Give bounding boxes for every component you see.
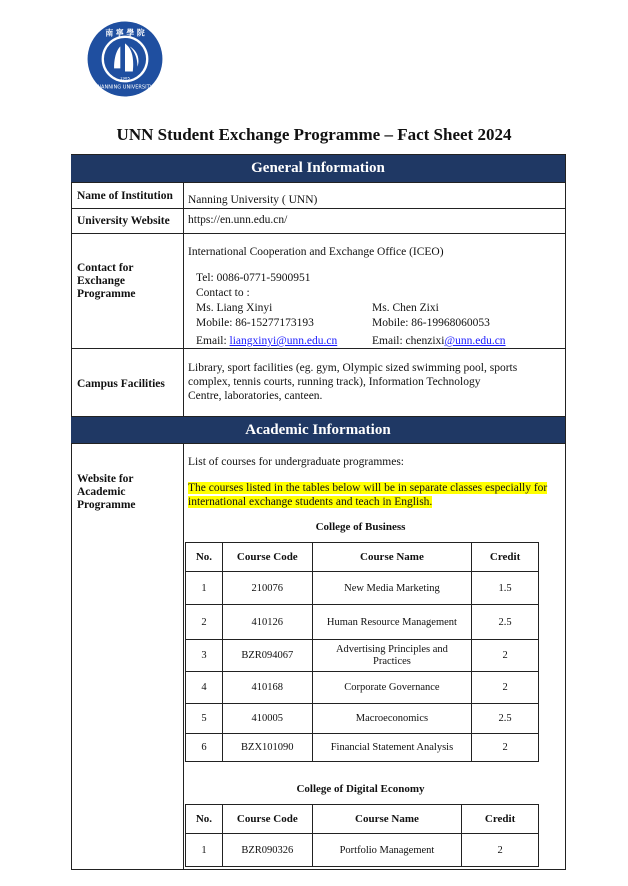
institution-label: Name of Institution xyxy=(77,190,173,202)
contact2-email xyxy=(372,334,506,348)
academic-info-header: Academic Information xyxy=(71,417,565,443)
cell-name: Portfolio Management xyxy=(312,834,461,867)
table-row xyxy=(186,672,539,704)
table-row xyxy=(186,704,539,734)
academic-website-label: Website for Academic Programme xyxy=(77,473,136,511)
contact1-email-link[interactable]: liangxinyi@unn.edu.cn xyxy=(229,335,338,347)
cell-code: BZR094067 xyxy=(222,640,312,672)
contact2-email-prefix: Email: chenzixi xyxy=(372,335,445,347)
note-highlight: international exchange students and teach in English. xyxy=(188,496,433,508)
digital-courses-table xyxy=(185,804,539,867)
courses-note-line1 xyxy=(188,481,547,495)
header-no: No. xyxy=(186,805,223,834)
cell-no: 3 xyxy=(186,640,223,672)
table-header-row xyxy=(186,805,539,834)
courses-note-line2 xyxy=(188,495,432,509)
business-courses-table xyxy=(185,542,539,762)
cell-name: Financial Statement Analysis xyxy=(312,734,471,762)
contact-to: Contact to : xyxy=(196,287,250,299)
svg-text:南 寧 學 院: 南 寧 學 院 xyxy=(105,28,145,38)
facilities-line2: complex, tennis courts, running track), Information Technology xyxy=(188,376,481,388)
header-no: No. xyxy=(186,543,223,572)
contact-label: Contact for Exchange Programme xyxy=(77,262,136,300)
table-header-row xyxy=(186,543,539,572)
contact1-mobile: Mobile: 86-15277173193 xyxy=(196,317,314,329)
facilities-label: Campus Facilities xyxy=(77,378,165,390)
cell-name: Human Resource Management xyxy=(312,605,471,640)
cell-code: 210076 xyxy=(222,572,312,605)
cell-credit: 2 xyxy=(472,672,539,704)
row-divider xyxy=(71,154,566,155)
header-credit: Credit xyxy=(462,805,539,834)
table-border-left xyxy=(71,154,72,870)
svg-text:NANNING UNIVERSITY: NANNING UNIVERSITY xyxy=(97,84,153,91)
contact-tel: Tel: 0086-0771-5900951 xyxy=(196,272,311,284)
university-logo xyxy=(86,20,164,98)
table-row xyxy=(186,834,539,867)
header-course-name: Course Name xyxy=(312,543,471,572)
table-border-right xyxy=(565,154,566,870)
cell-code: 410005 xyxy=(222,704,312,734)
cell-name: Corporate Governance xyxy=(312,672,471,704)
facilities-line1: Library, sport facilities (eg. gym, Olympic sized swimming pool, sports xyxy=(188,362,518,374)
row-divider xyxy=(71,208,566,209)
contact2-mobile: Mobile: 86-19968060053 xyxy=(372,317,490,329)
contact2-email-link[interactable]: @unn.edu.cn xyxy=(444,335,506,347)
row-divider xyxy=(71,869,566,870)
business-table-title: College of Business xyxy=(315,521,406,533)
contact1-email-prefix: Email: xyxy=(196,335,230,347)
cell-name: Advertising Principles and Practices xyxy=(312,640,471,672)
cell-name: New Media Marketing xyxy=(312,572,471,605)
cell-credit: 2 xyxy=(462,834,539,867)
website-label: University Website xyxy=(77,215,170,227)
table-row xyxy=(186,605,539,640)
row-divider xyxy=(71,182,566,183)
header-course-code: Course Code xyxy=(222,805,312,834)
row-divider xyxy=(71,443,566,444)
header-course-name: Course Name xyxy=(312,805,461,834)
website-value[interactable]: https://en.unn.edu.cn/ xyxy=(188,214,288,226)
cell-name: Macroeconomics xyxy=(312,704,471,734)
row-divider xyxy=(71,233,566,234)
column-divider xyxy=(183,182,184,416)
digital-table-title: College of Digital Economy xyxy=(296,783,425,795)
cell-credit: 1.5 xyxy=(472,572,539,605)
table-row xyxy=(186,734,539,762)
contact-office: International Cooperation and Exchange Office (ICEO) xyxy=(188,246,444,258)
row-divider xyxy=(71,348,566,349)
note-highlight: The courses listed in the tables below will be in separate classes especially for xyxy=(188,482,548,494)
contact2-name: Ms. Chen Zixi xyxy=(372,302,439,314)
cell-no: 1 xyxy=(186,834,223,867)
table-row xyxy=(186,640,539,672)
cell-code: BZX101090 xyxy=(222,734,312,762)
cell-credit: 2.5 xyxy=(472,704,539,734)
cell-credit: 2 xyxy=(472,640,539,672)
cell-no: 4 xyxy=(186,672,223,704)
cell-code: 410168 xyxy=(222,672,312,704)
cell-credit: 2.5 xyxy=(472,605,539,640)
cell-no: 1 xyxy=(186,572,223,605)
institution-value: Nanning University ( UNN) xyxy=(188,194,318,206)
cell-no: 6 xyxy=(186,734,223,762)
header-credit: Credit xyxy=(472,543,539,572)
cell-credit: 2 xyxy=(472,734,539,762)
column-divider xyxy=(183,444,184,870)
contact1-email xyxy=(196,334,337,348)
courses-intro: List of courses for undergraduate programmes: xyxy=(188,456,404,468)
svg-text:1985: 1985 xyxy=(120,75,130,81)
document-title: UNN Student Exchange Programme – Fact Sheet 2024 xyxy=(116,125,512,144)
cell-no: 5 xyxy=(186,704,223,734)
cell-code: BZR090326 xyxy=(222,834,312,867)
header-course-code: Course Code xyxy=(222,543,312,572)
cell-no: 2 xyxy=(186,605,223,640)
facilities-line3: Centre, laboratories, canteen. xyxy=(188,390,323,402)
contact1-name: Ms. Liang Xinyi xyxy=(196,302,273,314)
table-row xyxy=(186,572,539,605)
general-info-header: General Information xyxy=(71,155,565,182)
cell-code: 410126 xyxy=(222,605,312,640)
